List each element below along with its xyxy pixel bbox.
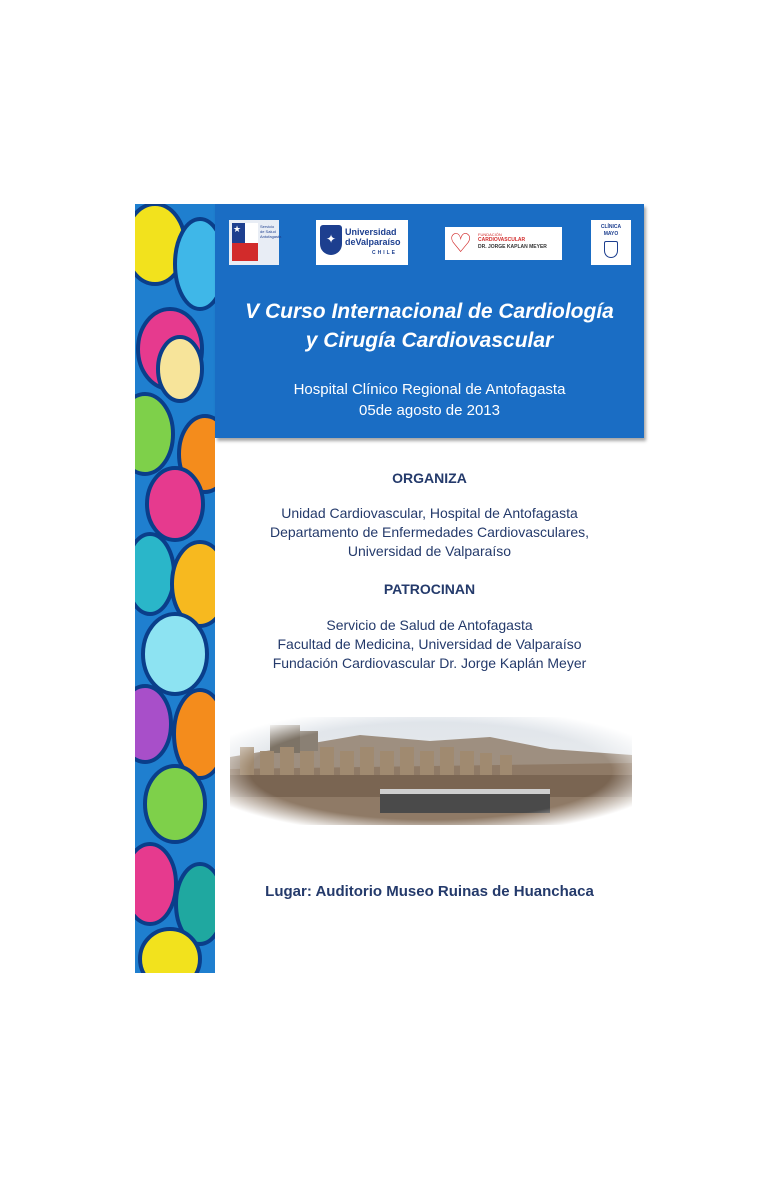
course-title-line2: y Cirugía Cardiovascular: [305, 329, 554, 352]
gobierno-logo: [229, 220, 282, 265]
organiza-heading: ORGANIZA: [392, 470, 467, 486]
course-subtitle: [215, 379, 644, 421]
patrocinan-line: Fundación Cardiovascular Dr. Jorge Kaplán Meyer: [272, 655, 587, 671]
fundacion-logo-line1: FUNDACIÓN: [478, 232, 502, 237]
patrocinan-line: Servicio de Salud de Antofagasta: [326, 617, 533, 633]
patrocinan-line: Facultad de Medicina, Universidad de Valparaíso: [277, 636, 582, 652]
course-title-line1: V Curso Internacional de Cardiología: [245, 300, 614, 323]
organiza-list: [215, 504, 644, 561]
fundacion-logo-line2: CARDIOVASCULAR: [478, 237, 526, 243]
organiza-line: Universidad de Valparaíso: [347, 543, 512, 559]
clinica-logo-line1: CLÍNICA: [600, 224, 622, 230]
universidad-logo-line1: Universidad: [345, 227, 397, 237]
venue-text: Lugar: Auditorio Museo Ruinas de Huanchaca: [265, 883, 594, 900]
organiza-line: Departamento de Enfermedades Cardiovasculares,: [269, 524, 590, 540]
colorful-pattern-image: [135, 204, 215, 973]
shield-icon: ✦: [320, 225, 342, 255]
star-icon: ★: [233, 224, 242, 234]
fundacion-logo: [445, 227, 562, 260]
fundacion-logo-line3: DR. JORGE KAPLAN MEYER: [478, 244, 547, 250]
heart-icon: ♡: [449, 228, 473, 258]
organiza-line: Unidad Cardiovascular, Hospital de Antofagasta: [281, 505, 578, 521]
decorative-side-art: [135, 204, 215, 973]
universidad-logo: [316, 220, 408, 265]
patrocinan-list: [215, 616, 644, 673]
universidad-logo-line3: CHILE: [372, 250, 397, 256]
universidad-logo-line2: deValparaíso: [345, 237, 401, 247]
gobierno-logo-text: Servicio de Salud Antofagasta: [260, 224, 282, 239]
event-flyer: [135, 204, 644, 973]
course-date: 05de agosto de 2013: [359, 402, 500, 419]
course-title: [215, 297, 644, 355]
ruinas-huanchaca-photo: [230, 717, 632, 825]
clinica-mayo-logo: [591, 220, 631, 265]
clinica-logo-line2: MAYO: [603, 231, 619, 237]
course-location: Hospital Clínico Regional de Antofagasta: [293, 381, 566, 398]
patrocinan-heading: PATROCINAN: [383, 581, 476, 597]
mayo-shield-icon: [604, 241, 618, 258]
